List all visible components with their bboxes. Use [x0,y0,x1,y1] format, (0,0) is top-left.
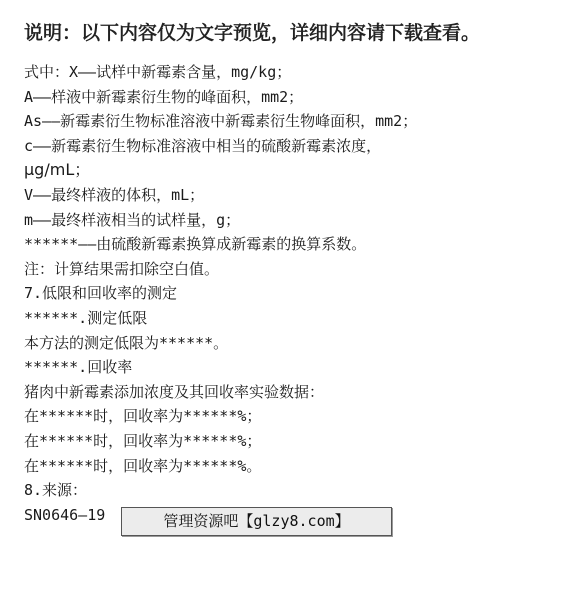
note-line: 注：计算结果需扣除空白值。 [24,259,220,278]
document-body [24,60,569,527]
recovery-item: 在******时，回收率为******%； [24,431,262,450]
recovery-item: 在******时，回收率为******%。 [24,456,262,475]
formula-legend-c-unit: μg/mL； [24,160,91,180]
formula-legend-v: V——最终样液的体积，mL； [24,185,205,204]
formula-legend-m: m——最终样液相当的试样量，g； [24,210,241,229]
preview-notice: 说明：以下内容仅为文字预览，详细内容请下载查看。 [24,22,481,44]
formula-legend-a: A——样液中新霉素衍生物的峰面积，mm2； [24,87,304,106]
formula-legend-as: As——新霉素衍生物标准溶液中新霉素衍生物峰面积，mm2； [24,112,418,131]
subsection-heading-limit: ******.测定低限 [24,308,148,327]
subsection-heading-recovery: ******.回收率 [24,358,133,377]
section-heading-8: 8.来源： [24,481,88,500]
section-heading-7: 7.低限和回收率的测定 [24,284,178,303]
recovery-item: 在******时，回收率为******%； [24,407,262,426]
source-line: SN0646—19 [24,505,106,524]
watermark-banner: 管理资源吧【glzy8.com】 [121,507,392,536]
formula-legend-x: 式中：X——试样中新霉素含量，mg/kg； [24,63,292,81]
formula-legend-factor: ******——由硫酸新霉素换算成新霉素的换算系数。 [24,235,367,254]
formula-legend-c: c——新霉素衍生物标准溶液中相当的硫酸新霉素浓度， [24,136,382,155]
limit-statement: 本方法的测定低限为******。 [24,333,229,352]
recovery-intro: 猪肉中新霉素添加浓度及其回收率实验数据： [24,382,325,401]
